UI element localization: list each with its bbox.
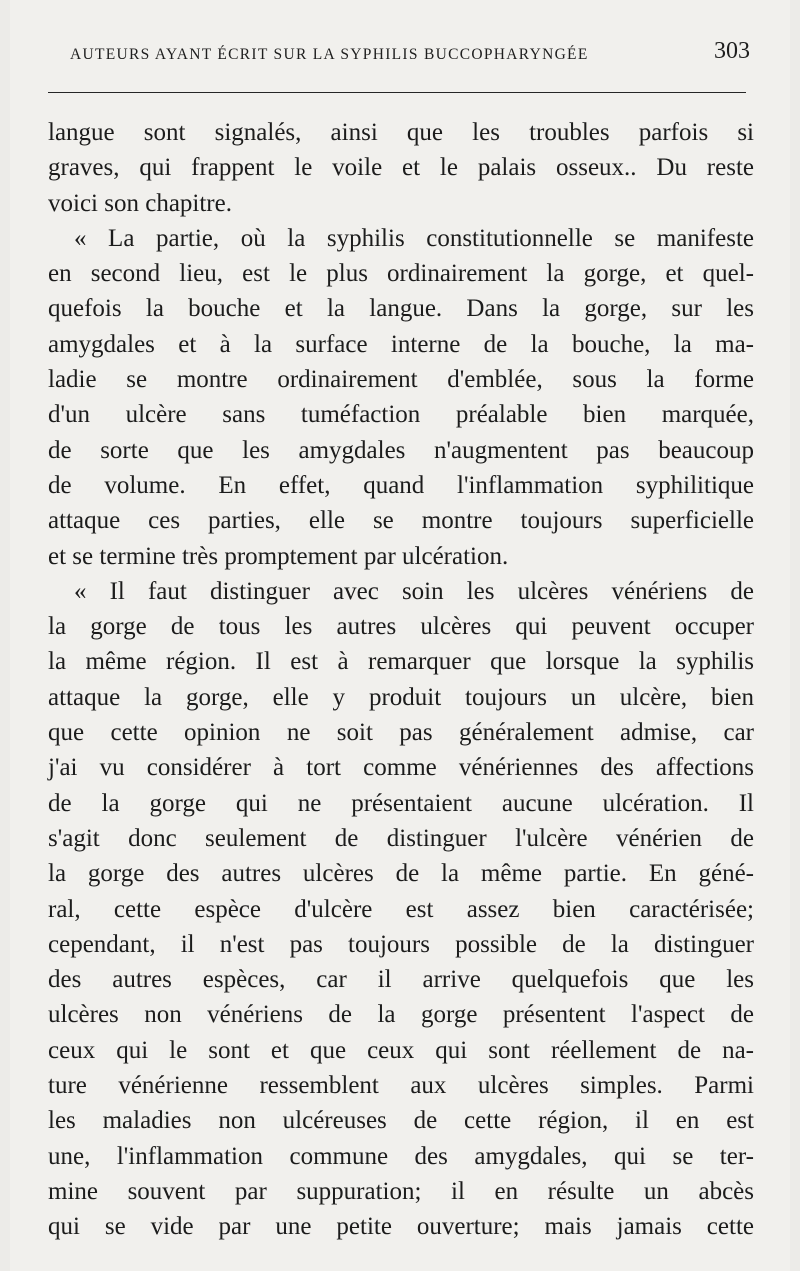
text-line: graves, qui frappent le voile et le palais osseux.. Du reste xyxy=(48,154,754,182)
text-line: langue sont signalés, ainsi que les troubles parfois si xyxy=(48,119,754,146)
text-line: j'ai vu considérer à tort comme vénériennes des affections xyxy=(48,754,754,782)
text-line: qui se vide par une petite ouverture; mais jamais cette xyxy=(48,1213,754,1241)
text-line: que cette opinion ne soit pas généralement admise, car xyxy=(48,719,754,747)
text-line: et se termine très promptement par ulcération. xyxy=(48,542,509,570)
page-number: 303 xyxy=(714,38,750,64)
text-line: cependant, il n'est pas toujours possible de la distinguer xyxy=(48,930,754,958)
text-line: quefois la bouche et la langue. Dans la gorge, sur les xyxy=(48,295,754,323)
body-text xyxy=(48,115,754,1245)
text-line: une, l'inflammation commune des amygdales, qui se ter- xyxy=(48,1142,754,1170)
text-line: attaque la gorge, elle y produit toujours un ulcère, bien xyxy=(48,683,754,711)
text-line: de sorte que les amygdales n'augmentent pas beaucoup xyxy=(48,436,754,464)
text-line: ture vénérienne ressemblent aux ulcères simples. Parmi xyxy=(48,1072,754,1100)
text-line: « La partie, où la syphilis constitutionnelle se manifeste xyxy=(74,224,754,252)
page-header xyxy=(70,38,750,74)
text-line: d'un ulcère sans tuméfaction préalable bien marquée, xyxy=(48,401,754,429)
text-line: la gorge des autres ulcères de la même partie. En géné- xyxy=(48,860,754,888)
text-line: la gorge de tous les autres ulcères qui peuvent occuper xyxy=(48,613,754,641)
text-line: de volume. En effet, quand l'inflammation syphilitique xyxy=(48,471,754,499)
text-line: amygdales et à la surface interne de la bouche, la ma- xyxy=(48,330,754,358)
text-line: mine souvent par suppuration; il en résulte un abcès xyxy=(48,1177,754,1205)
text-line: ulcères non vénériens de la gorge présentent l'aspect de xyxy=(48,1001,754,1029)
text-line: des autres espèces, car il arrive quelquefois que les xyxy=(48,966,754,994)
text-line: en second lieu, est le plus ordinairement la gorge, et quel- xyxy=(48,260,754,288)
text-line: « Il faut distinguer avec soin les ulcères vénériens de xyxy=(74,577,754,605)
running-head: AUTEURS AYANT ÉCRIT SUR LA SYPHILIS BUCCOPHARYNGÉE xyxy=(70,46,589,63)
text-line: la même région. Il est à remarquer que lorsque la syphilis xyxy=(48,648,754,676)
header-rule xyxy=(48,92,746,93)
text-line: voici son chapitre. xyxy=(48,189,232,217)
text-line: ceux qui le sont et que ceux qui sont réellement de na- xyxy=(48,1036,754,1064)
text-line: s'agit donc seulement de distinguer l'ulcère vénérien de xyxy=(48,824,754,852)
text-line: attaque ces parties, elle se montre toujours superficielle xyxy=(48,507,754,535)
text-line: ral, cette espèce d'ulcère est assez bien caractérisée; xyxy=(48,895,754,923)
text-line: de la gorge qui ne présentaient aucune ulcération. Il xyxy=(48,789,754,817)
text-line: les maladies non ulcéreuses de cette région, il en est xyxy=(48,1107,754,1135)
text-line: ladie se montre ordinairement d'emblée, sous la forme xyxy=(48,366,754,394)
